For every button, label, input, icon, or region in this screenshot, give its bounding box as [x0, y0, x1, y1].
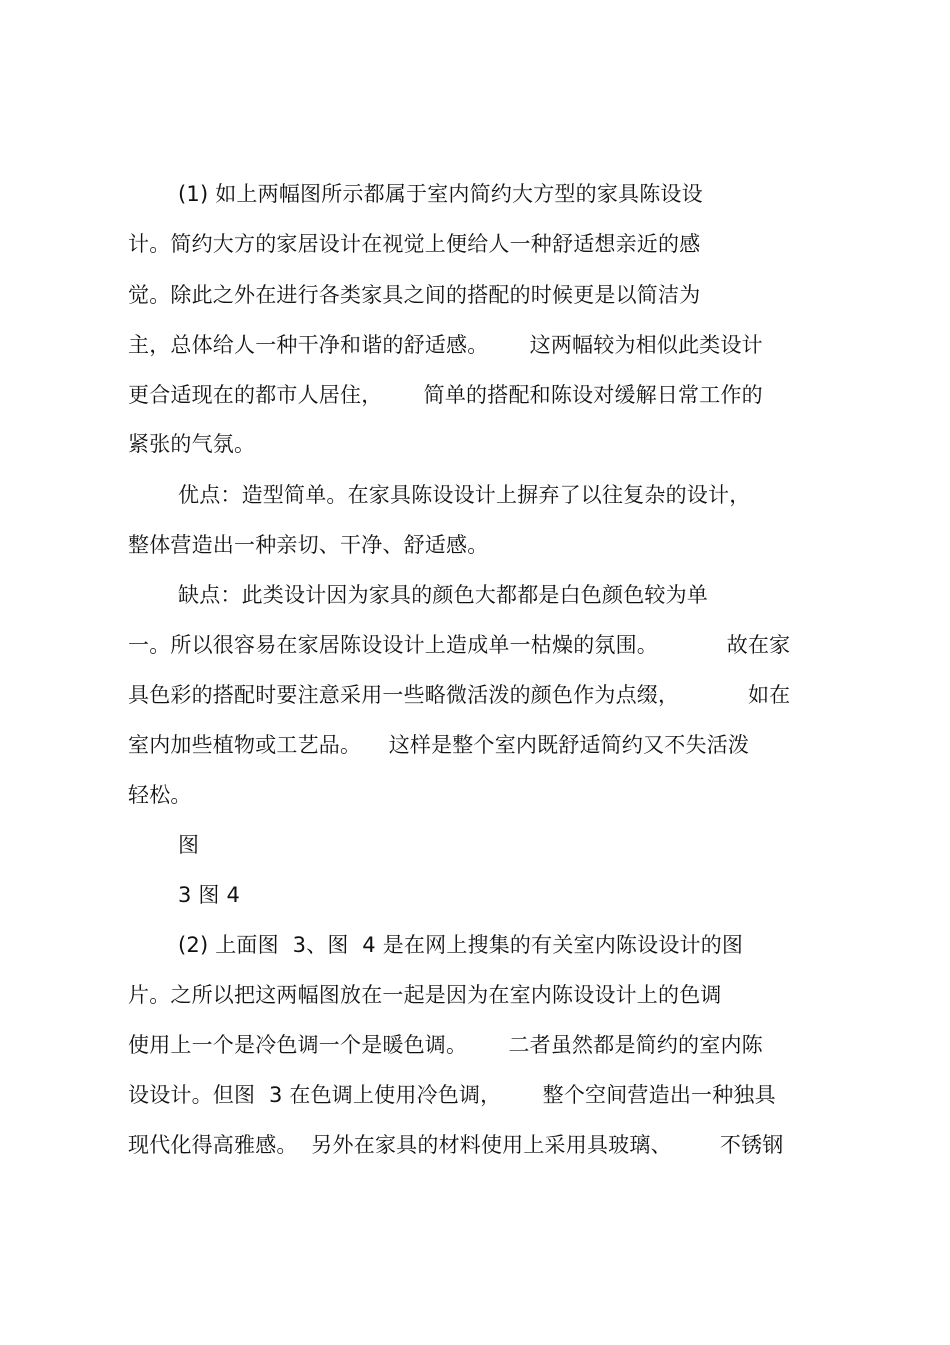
paragraph-1-line-5: 更合适现在的都市人居住， 简单的搭配和陈设对缓解日常工作的: [128, 383, 763, 407]
figure-caption-line-1: 图: [178, 833, 200, 857]
advantages-line-2: 整体营造出一种亲切、干净、舒适感。: [128, 533, 489, 557]
paragraph-1-line-4: 主，总体给人一种干净和谐的舒适感。 这两幅较为相似此类设计: [128, 333, 763, 357]
paragraph-1-line-2: 计。简约大方的家居设计在视觉上便给人一种舒适想亲近的感: [128, 232, 701, 256]
disadvantages-line-1: 缺点：此类设计因为家具的颜色大都都是白色颜色较为单: [178, 583, 708, 607]
figure-caption-line-2: 3 图 4: [178, 883, 241, 907]
paragraph-1-line-3: 觉。除此之外在进行各类家具之间的搭配的时候更是以简洁为: [128, 283, 701, 307]
paragraph-2-line-3: 使用上一个是冷色调一个是暖色调。 二者虽然都是简约的室内陈: [128, 1033, 763, 1057]
disadvantages-line-2: 一。所以很容易在家居陈设设计上造成单一枯燥的氛围。 故在家: [128, 633, 791, 657]
disadvantages-line-5: 轻松。: [128, 783, 192, 807]
paragraph-1-line-6: 紧张的气氛。: [128, 432, 256, 456]
paragraph-1-line-1: (1) 如上两幅图所示都属于室内简约大方型的家具陈设设: [178, 182, 703, 206]
paragraph-2-line-1: (2) 上面图 3、图 4 是在网上搜集的有关室内陈设设计的图: [178, 933, 744, 957]
paragraph-2-line-5: 现代化得高雅感。 另外在家具的材料使用上采用具玻璃、 不锈钢: [128, 1133, 784, 1157]
advantages-line-1: 优点：造型简单。在家具陈设设计上摒弃了以往复杂的设计，: [178, 483, 751, 507]
paragraph-2-line-4: 设设计。但图 3 在色调上使用冷色调， 整个空间营造出一种独具: [128, 1083, 776, 1107]
disadvantages-line-4: 室内加些植物或工艺品。 这样是整个室内既舒适简约又不失活泼: [128, 733, 750, 757]
paragraph-2-line-2: 片。之所以把这两幅图放在一起是因为在室内陈设设计上的色调: [128, 983, 722, 1007]
disadvantages-line-3: 具色彩的搭配时要注意采用一些略微活泼的颜色作为点缀， 如在: [128, 683, 791, 707]
